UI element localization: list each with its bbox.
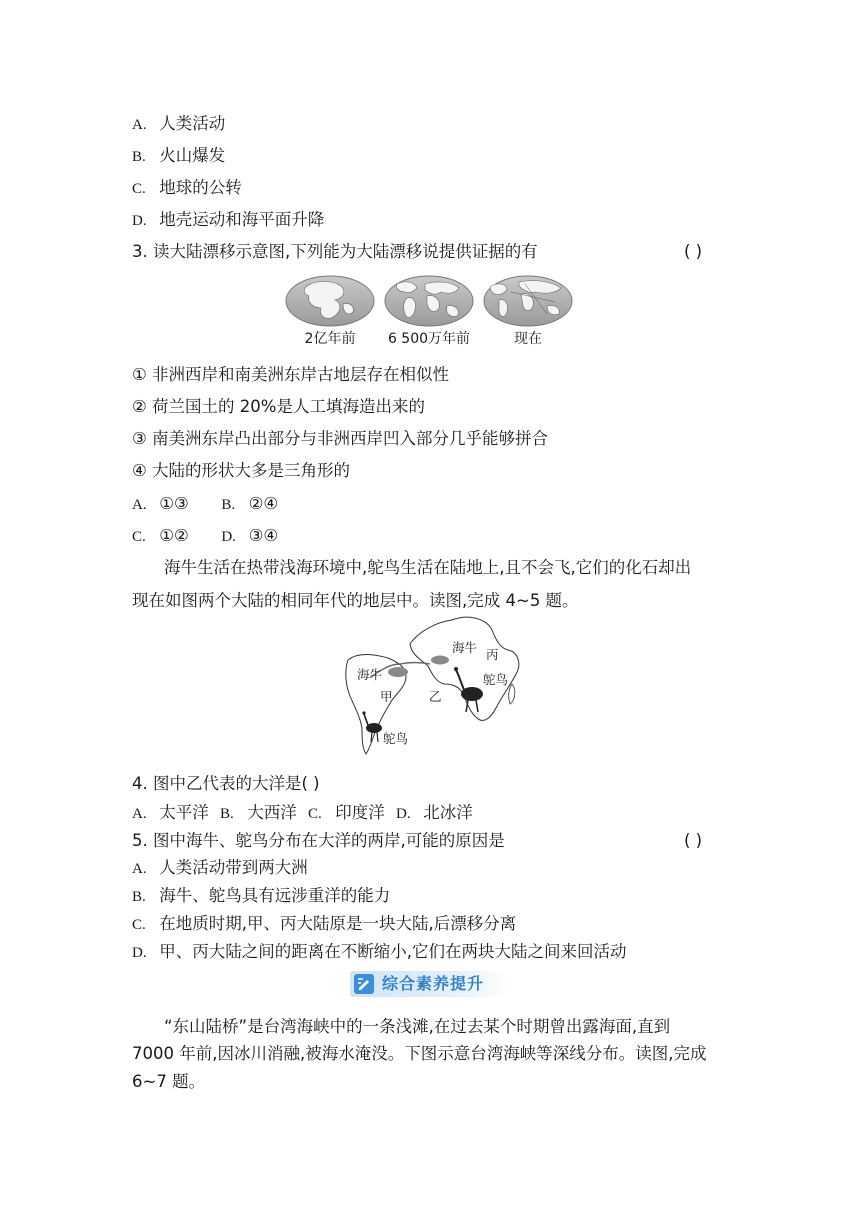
map-label-ostrich-right: 鸵鸟 [483, 672, 509, 687]
pencil-check-icon [354, 974, 374, 994]
q5-option-a: A. 人类活动带到两大洲 [132, 858, 308, 877]
passage2-line2: 7000 年前,因冰川消融,被海水淹没。下图示意台湾海峡等深线分布。读图,完成 [132, 1044, 707, 1063]
continental-drift-figure [285, 274, 575, 330]
q3-options-row-1: A. ①③ B. ②④ [132, 494, 279, 513]
globe-65ma [385, 276, 473, 326]
q5-answer-paren: ( ) [684, 831, 703, 850]
q4-options: A. 太平洋 B. 大西洋 C. 印度洋 D. 北冰洋 [132, 803, 473, 822]
globe-present [484, 276, 572, 326]
q3-stem: 3. 读大陆漂移示意图,下列能为大陆漂移说提供证据的有 [132, 242, 538, 261]
section-banner [350, 971, 508, 997]
q5-stem: 5. 图中海牛、鸵鸟分布在大洋的两岸,可能的原因是 [132, 831, 505, 850]
map-label-bing: 丙 [486, 647, 499, 662]
q2-option-b: B. 火山爆发 [132, 146, 226, 165]
caption-65ma: 6 500万年前 [387, 331, 471, 347]
passage1-line2: 现在如图两个大陆的相同年代的地层中。读图,完成 4~5 题。 [132, 591, 579, 610]
q3-statement-1: ① 非洲西岸和南美洲东岸古地层存在相似性 [132, 365, 450, 384]
q4-stem: 4. 图中乙代表的大洋是( ) [132, 774, 320, 793]
q2-option-a: A. 人类活动 [132, 114, 226, 133]
q2-option-d: D. 地壳运动和海平面升降 [132, 210, 325, 229]
globe-200ma [286, 276, 374, 326]
caption-present: 现在 [514, 331, 542, 347]
map-label-yi: 乙 [429, 689, 442, 704]
q3-statement-3: ③ 南美洲东岸凸出部分与非洲西岸凹入部分几乎能够拼合 [132, 429, 549, 448]
map-label-seacow-right: 海牛 [452, 640, 478, 655]
map-label-seacow-left: 海牛 [357, 667, 383, 682]
q3-statement-2: ② 荷兰国土的 20%是人工填海造出来的 [132, 397, 425, 416]
q2-option-c: C. 地球的公转 [132, 178, 242, 197]
passage2-line3: 6~7 题。 [132, 1072, 206, 1091]
q5-option-d: D. 甲、丙大陆之间的距离在不断缩小,它们在两块大陆之间来回活动 [132, 942, 627, 961]
passage1-line1: 海牛生活在热带浅海环境中,鸵鸟生活在陆地上,且不会飞,它们的化石却出 [164, 558, 692, 577]
q3-options-row-2: C. ①② D. ③④ [132, 526, 279, 545]
caption-200ma: 2亿年前 [304, 331, 356, 347]
map-label-jia: 甲 [380, 689, 393, 704]
q3-answer-paren: ( ) [684, 242, 703, 261]
passage2-line1: “东山陆桥”是台湾海峡中的一条浅滩,在过去某个时期曾出露海面,直到 [164, 1017, 671, 1036]
section-banner-title: 综合素养提升 [382, 974, 485, 993]
map-label-ostrich-left: 鸵鸟 [383, 731, 409, 746]
q5-option-c: C. 在地质时期,甲、丙大陆原是一块大陆,后漂移分离 [132, 914, 517, 933]
q5-option-b: B. 海牛、鸵鸟具有远涉重洋的能力 [132, 886, 391, 905]
q3-statement-4: ④ 大陆的形状大多是三角形的 [132, 461, 351, 480]
fossil-distribution-map [340, 612, 530, 762]
